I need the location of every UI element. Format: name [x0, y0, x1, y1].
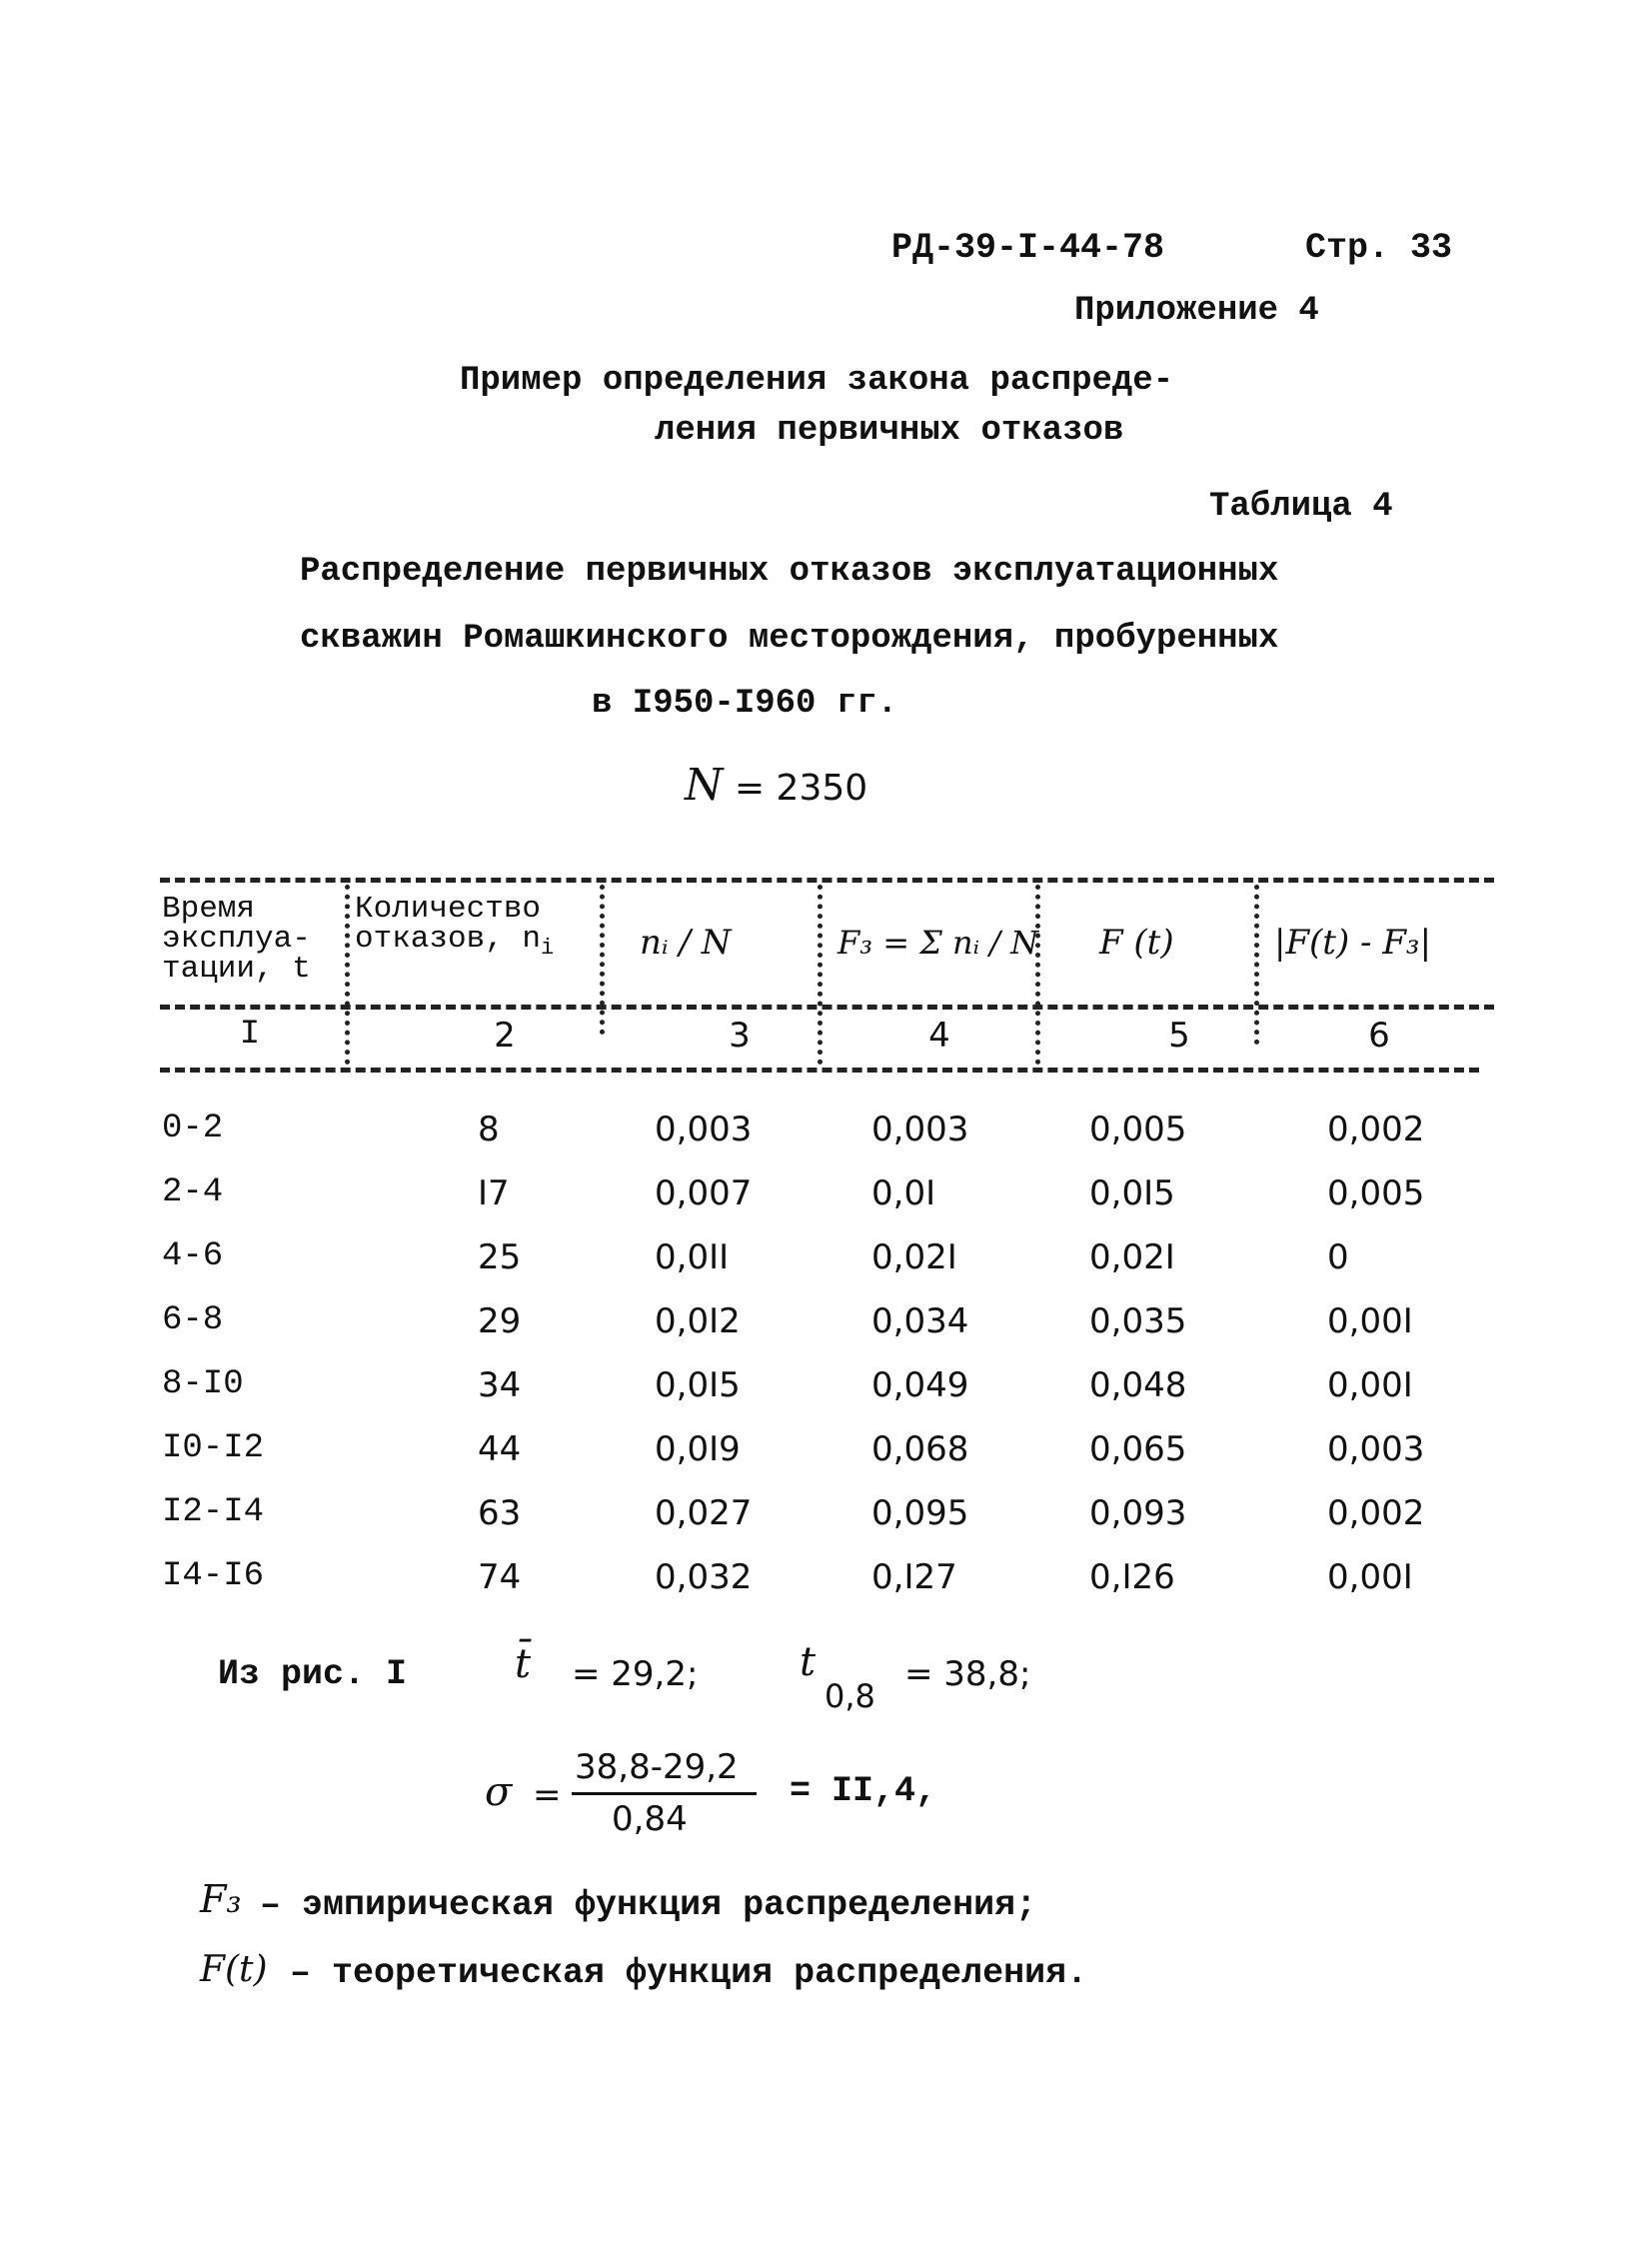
value-cell: 0,005 [1327, 1173, 1425, 1213]
value-cell: 0,0I [871, 1173, 936, 1213]
fraction-bar [572, 1792, 757, 1795]
col-separator-4 [1035, 885, 1040, 1065]
value-cell: 0,003 [655, 1110, 753, 1149]
value-cell: 0,007 [655, 1173, 753, 1213]
col-number-6: 6 [1368, 1016, 1390, 1056]
header-theoretical-f: F (t) [1099, 923, 1174, 963]
sigma-numerator: 38,8-29,2 [575, 1747, 739, 1787]
table-top-rule [160, 878, 1494, 883]
page-number: Стр. 33 [1305, 228, 1453, 268]
value-cell: 0,0I9 [655, 1429, 741, 1469]
value-cell: 25 [478, 1237, 522, 1277]
value-cell: 0,0II [655, 1237, 730, 1277]
value-cell: 0,049 [871, 1365, 969, 1405]
caption-line-3: в I950-I960 гг. [592, 685, 898, 723]
col-separator-5 [1254, 885, 1259, 1045]
table-row [0, 1365, 1652, 1415]
value-cell: 0,0I2 [655, 1301, 741, 1341]
table-row [0, 1237, 1652, 1287]
value-cell: 0,005 [1089, 1110, 1187, 1149]
col-number-4: 4 [928, 1016, 950, 1056]
value-cell: 0,00I [1327, 1301, 1413, 1341]
caption-line-1: Распределение первичных отказов эксплуатационных [300, 553, 1279, 591]
t08-subscript: 0,8 [825, 1677, 875, 1715]
table-row [0, 1429, 1652, 1479]
t08-value: = 38,8; [904, 1654, 1031, 1694]
value-cell: 0,002 [1327, 1493, 1425, 1533]
table-row [0, 1493, 1652, 1543]
value-cell: I7 [478, 1173, 510, 1213]
value-cell: 44 [478, 1429, 522, 1469]
table-label: Таблица 4 [1209, 488, 1393, 526]
value-cell: 0,035 [1089, 1301, 1187, 1341]
header-time: Время эксплуа- тации, t [162, 892, 311, 987]
table-row [0, 1557, 1652, 1607]
value-cell: 0,034 [871, 1301, 969, 1341]
theoretical-f-definition: – теоретическая функция распределения. [290, 1953, 1088, 1993]
sample-size [685, 760, 867, 811]
theoretical-f-symbol: F(t) [200, 1949, 268, 1990]
col-separator-2 [600, 885, 605, 1035]
title-line-1: Пример определения закона распреде- [460, 362, 1174, 400]
value-cell: 0,048 [1089, 1365, 1187, 1405]
header-count: Количество отказов, $n_i$ [355, 892, 555, 962]
t-bar-symbol: t̄ [515, 1641, 532, 1687]
value-cell: 0,027 [655, 1493, 753, 1533]
col-separator-3 [818, 885, 823, 1065]
value-cell: 0,093 [1089, 1493, 1187, 1533]
time-interval-cell: I0-I2 [162, 1429, 265, 1467]
sigma-result: = II,4, [790, 1771, 937, 1811]
value-cell: 0,002 [1327, 1110, 1425, 1149]
value-cell: 0,I26 [1089, 1557, 1175, 1597]
time-interval-cell: I4-I6 [162, 1557, 265, 1595]
t08-symbol: t [800, 1639, 817, 1685]
table-row [0, 1110, 1652, 1159]
time-interval-cell: I2-I4 [162, 1493, 265, 1531]
time-interval-cell: 4-6 [162, 1237, 224, 1275]
title-line-2: ления первичных отказов [655, 412, 1124, 450]
value-cell: 0 [1327, 1237, 1349, 1277]
table-row [0, 1173, 1652, 1223]
value-cell: 63 [478, 1493, 522, 1533]
value-cell: 0,00I [1327, 1365, 1413, 1405]
header-abs-difference: |F(t) - F₃| [1274, 923, 1432, 963]
col-number-1: I [239, 1016, 261, 1054]
empirical-f-definition: – эмпирическая функция распределения; [260, 1885, 1037, 1925]
table-row [0, 1301, 1652, 1351]
empirical-f-symbol: F₃ [200, 1877, 242, 1921]
appendix-label: Приложение 4 [1074, 292, 1319, 330]
value-cell: 0,I27 [871, 1557, 957, 1597]
col-number-3: 3 [729, 1016, 751, 1056]
value-cell: 0,068 [871, 1429, 969, 1469]
from-figure-label: Из рис. I [218, 1654, 408, 1694]
sigma-denominator: 0,84 [612, 1799, 688, 1839]
header-ni-over-n: nᵢ / N [640, 923, 732, 963]
n-symbol: N [685, 760, 724, 811]
value-cell: 0,02I [871, 1237, 957, 1277]
table-header-rule [160, 1005, 1494, 1010]
n-value: = 2350 [734, 768, 868, 809]
t-bar-value: = 29,2; [572, 1654, 699, 1694]
time-interval-cell: 0-2 [162, 1110, 224, 1147]
sigma-equals: = [533, 1775, 562, 1815]
value-cell: 0,02I [1089, 1237, 1175, 1277]
value-cell: 0,065 [1089, 1429, 1187, 1469]
table-number-rule [160, 1068, 1479, 1073]
col-number-5: 5 [1168, 1016, 1190, 1056]
caption-line-2: скважин Ромашкинского месторождения, пробуренных [300, 620, 1279, 658]
value-cell: 0,003 [871, 1110, 969, 1149]
time-interval-cell: 2-4 [162, 1173, 224, 1211]
col-number-2: 2 [494, 1016, 516, 1056]
time-interval-cell: 6-8 [162, 1301, 224, 1339]
sigma-symbol: σ [485, 1769, 513, 1815]
value-cell: 0,00I [1327, 1557, 1413, 1597]
value-cell: 34 [478, 1365, 522, 1405]
value-cell: 0,003 [1327, 1429, 1425, 1469]
time-interval-cell: 8-I0 [162, 1365, 244, 1403]
value-cell: 0,0I5 [655, 1365, 741, 1405]
value-cell: 0,032 [655, 1557, 753, 1597]
value-cell: 29 [478, 1301, 522, 1341]
value-cell: 74 [478, 1557, 522, 1597]
value-cell: 0,095 [871, 1493, 969, 1533]
value-cell: 8 [478, 1110, 500, 1149]
document-code: РД-39-I-44-78 [891, 228, 1165, 268]
value-cell: 0,0I5 [1089, 1173, 1175, 1213]
header-empirical-cumulative: F₃ = Σ nᵢ / N [837, 924, 1039, 962]
col-separator-1 [345, 885, 350, 1065]
